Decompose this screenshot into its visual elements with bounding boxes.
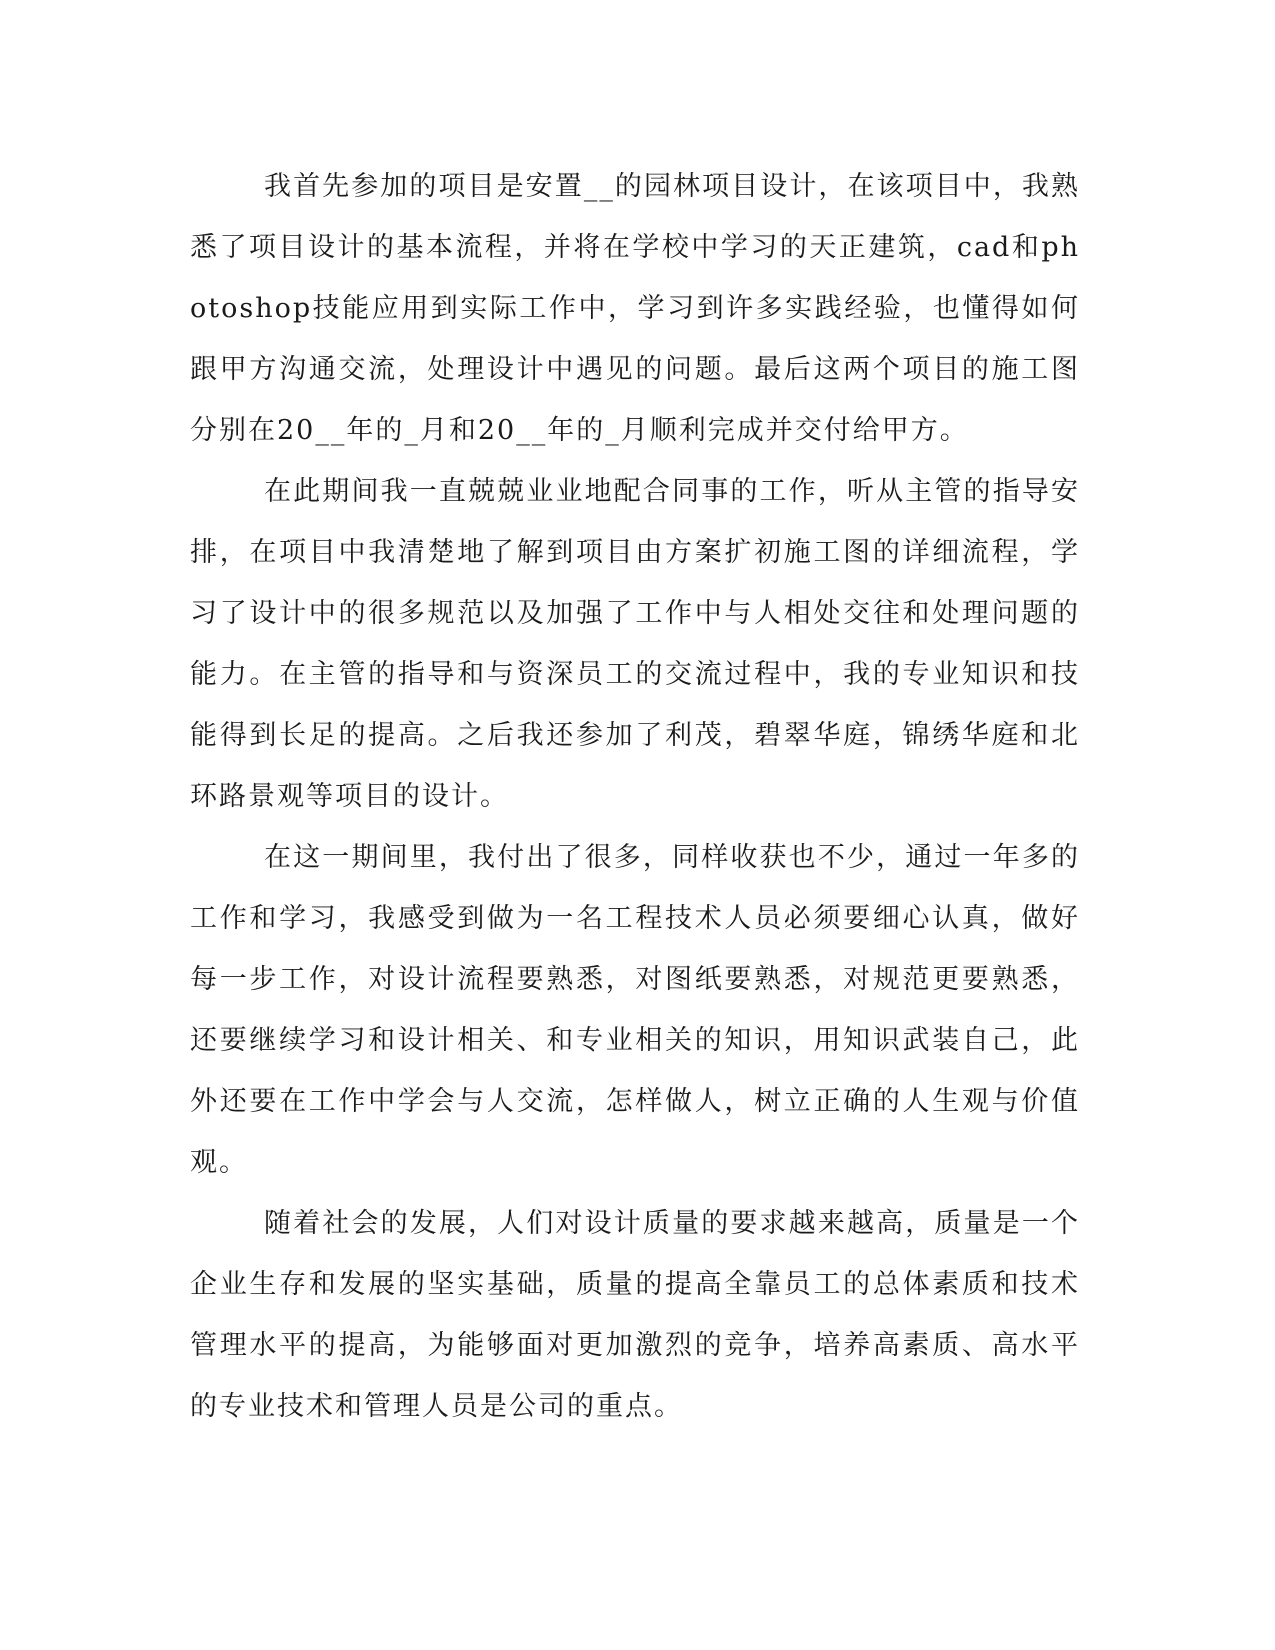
document-body	[190, 156, 1080, 1437]
paragraph-1: 我首先参加的项目是安置__的园林项目设计，在该项目中，我熟悉了项目设计的基本流程，并将在学校中学习的天正建筑，cad和photoshop技能应用到实际工作中，学习到许多实践经验，也懂得如何跟甲方沟通交流，处理设计中遇见的问题。最后这两个项目的施工图分别在20__年的_月和20__年的_月顺利完成并交付给甲方。	[190, 171, 1080, 446]
paragraph-2: 在此期间我一直兢兢业业地配合同事的工作，听从主管的指导安排，在项目中我清楚地了解到项目由方案扩初施工图的详细流程，学习了设计中的很多规范以及加强了工作中与人相处交往和处理问题的能力。在主管的指导和与资深员工的交流过程中，我的专业知识和技能得到长足的提高。之后我还参加了利茂，碧翠华庭，锦绣华庭和北环路景观等项目的设计。	[190, 476, 1080, 812]
paragraph-4: 随着社会的发展，人们对设计质量的要求越来越高，质量是一个企业生存和发展的坚实基础，质量的提高全靠员工的总体素质和技术管理水平的提高，为能够面对更加激烈的竞争，培养高素质、高水平的专业技术和管理人员是公司的重点。	[190, 1208, 1080, 1422]
paragraph-3: 在这一期间里，我付出了很多，同样收获也不少，通过一年多的工作和学习，我感受到做为一名工程技术人员必须要细心认真，做好每一步工作，对设计流程要熟悉，对图纸要熟悉，对规范更要熟悉，还要继续学习和设计相关、和专业相关的知识，用知识武装自己，此外还要在工作中学会与人交流，怎样做人，树立正确的人生观与价值观。	[190, 842, 1080, 1178]
